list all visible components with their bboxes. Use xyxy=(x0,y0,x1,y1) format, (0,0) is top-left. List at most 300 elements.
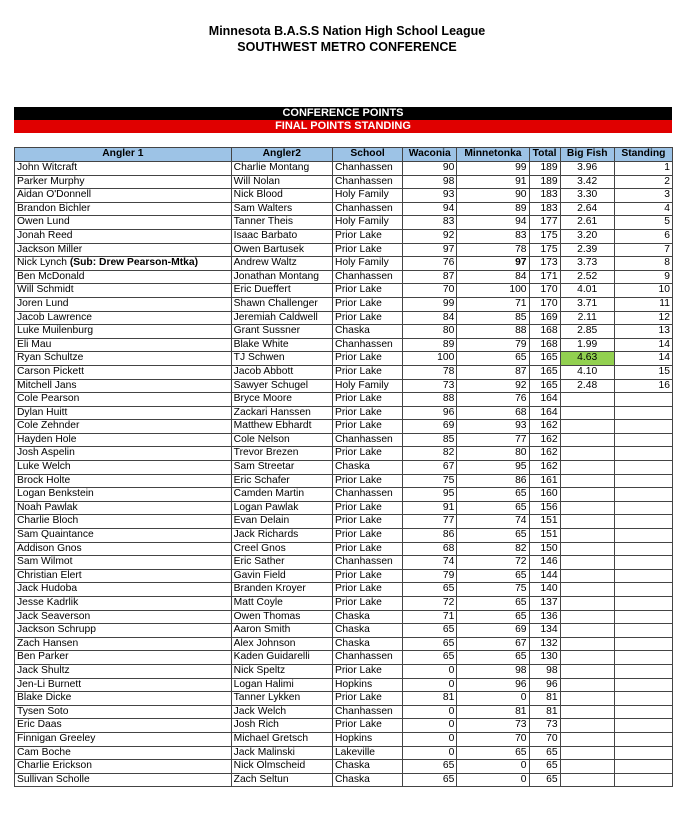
minnetonka-cell: 98 xyxy=(457,664,529,678)
header-row xyxy=(15,148,673,162)
angler1-cell: Jackson Schrupp xyxy=(15,624,232,638)
minnetonka-cell: 83 xyxy=(457,229,529,243)
school-cell: Prior Lake xyxy=(332,352,402,366)
big-fish-cell: 2.48 xyxy=(560,379,614,393)
school-cell: Prior Lake xyxy=(332,229,402,243)
total-cell: 73 xyxy=(529,719,560,733)
standing-cell xyxy=(614,624,672,638)
angler1-cell: Charlie Erickson xyxy=(15,760,232,774)
big-fish-cell: 3.96 xyxy=(560,162,614,176)
angler2-cell: Owen Bartusek xyxy=(231,243,332,257)
table-row xyxy=(15,664,673,678)
minnetonka-cell: 74 xyxy=(457,515,529,529)
angler1-cell: Josh Aspelin xyxy=(15,447,232,461)
big-fish-cell xyxy=(560,719,614,733)
total-cell: 162 xyxy=(529,433,560,447)
table-row xyxy=(15,569,673,583)
angler2-cell: Kaden Guidarelli xyxy=(231,651,332,665)
school-cell: Lakeville xyxy=(332,746,402,760)
table-row xyxy=(15,773,673,787)
standing-cell xyxy=(614,610,672,624)
table-row xyxy=(15,297,673,311)
angler1-cell: Will Schmidt xyxy=(15,284,232,298)
total-cell: 169 xyxy=(529,311,560,325)
standing-cell xyxy=(614,705,672,719)
angler1-cell: Ben Parker xyxy=(15,651,232,665)
big-fish-cell xyxy=(560,569,614,583)
standing-cell xyxy=(614,773,672,787)
angler1-cell: Mitchell Jans xyxy=(15,379,232,393)
angler1-cell: John Witcraft xyxy=(15,162,232,176)
angler2-cell: Matthew Ebhardt xyxy=(231,420,332,434)
standing-cell xyxy=(614,433,672,447)
minnetonka-cell: 73 xyxy=(457,719,529,733)
total-cell: 175 xyxy=(529,229,560,243)
angler1-cell: Tysen Soto xyxy=(15,705,232,719)
waconia-cell: 68 xyxy=(403,542,457,556)
total-cell: 134 xyxy=(529,624,560,638)
standing-cell xyxy=(614,556,672,570)
school-cell: Prior Lake xyxy=(332,664,402,678)
angler2-cell: Creel Gnos xyxy=(231,542,332,556)
table-row xyxy=(15,162,673,176)
school-cell: Chaska xyxy=(332,773,402,787)
minnetonka-cell: 88 xyxy=(457,325,529,339)
waconia-cell: 77 xyxy=(403,515,457,529)
waconia-cell: 83 xyxy=(403,216,457,230)
big-fish-cell: 3.71 xyxy=(560,297,614,311)
waconia-cell: 71 xyxy=(403,610,457,624)
table-row xyxy=(15,189,673,203)
standing-cell: 15 xyxy=(614,365,672,379)
standing-cell xyxy=(614,515,672,529)
angler1-cell: Brandon Bichler xyxy=(15,202,232,216)
minnetonka-cell: 65 xyxy=(457,501,529,515)
school-cell: Prior Lake xyxy=(332,365,402,379)
waconia-cell: 100 xyxy=(403,352,457,366)
angler2-cell: Sam Walters xyxy=(231,202,332,216)
big-fish-cell xyxy=(560,542,614,556)
school-cell: Chaska xyxy=(332,637,402,651)
page-title: Minnesota B.A.S.S Nation High School League xyxy=(208,24,486,38)
conference-subtitle: SOUTHWEST METRO CONFERENCE xyxy=(237,40,457,54)
school-cell: Chaska xyxy=(332,624,402,638)
big-fish-cell xyxy=(560,433,614,447)
angler2-cell: Jeremiah Caldwell xyxy=(231,311,332,325)
minnetonka-cell: 65 xyxy=(457,529,529,543)
minnetonka-cell: 69 xyxy=(457,624,529,638)
angler2-cell: Eric Schafer xyxy=(231,474,332,488)
minnetonka-cell: 91 xyxy=(457,175,529,189)
angler2-cell: Josh Rich xyxy=(231,719,332,733)
table-row xyxy=(15,529,673,543)
standing-cell xyxy=(614,746,672,760)
angler1-cell: Noah Pawlak xyxy=(15,501,232,515)
waconia-cell: 87 xyxy=(403,270,457,284)
angler1-cell: Blake Dicke xyxy=(15,692,232,706)
minnetonka-cell: 97 xyxy=(457,257,529,271)
total-cell: 162 xyxy=(529,447,560,461)
waconia-cell: 65 xyxy=(403,583,457,597)
school-cell: Prior Lake xyxy=(332,719,402,733)
standing-cell: 7 xyxy=(614,243,672,257)
total-cell: 132 xyxy=(529,637,560,651)
minnetonka-cell: 71 xyxy=(457,297,529,311)
waconia-cell: 90 xyxy=(403,162,457,176)
substitute-note: (Sub: Drew Pearson-Mtka) xyxy=(69,257,199,269)
angler2-cell: Jack Welch xyxy=(231,705,332,719)
total-cell: 98 xyxy=(529,664,560,678)
waconia-cell: 94 xyxy=(403,202,457,216)
waconia-cell: 67 xyxy=(403,461,457,475)
total-cell: 140 xyxy=(529,583,560,597)
angler1-cell: Cam Boche xyxy=(15,746,232,760)
table-row xyxy=(15,474,673,488)
angler1-cell: Hayden Hole xyxy=(15,433,232,447)
school-cell: Prior Lake xyxy=(332,569,402,583)
school-cell: Holy Family xyxy=(332,216,402,230)
angler2-cell: Tanner Lykken xyxy=(231,692,332,706)
final-standing-banner: FINAL POINTS STANDING xyxy=(14,120,672,133)
table-row xyxy=(15,270,673,284)
big-fish-cell: 2.11 xyxy=(560,311,614,325)
total-cell: 175 xyxy=(529,243,560,257)
angler2-cell: Bryce Moore xyxy=(231,393,332,407)
table-row xyxy=(15,732,673,746)
angler1-cell: Charlie Bloch xyxy=(15,515,232,529)
table-row xyxy=(15,719,673,733)
waconia-cell: 85 xyxy=(403,433,457,447)
standing-cell xyxy=(614,664,672,678)
school-cell: Prior Lake xyxy=(332,297,402,311)
angler2-cell: TJ Schwen xyxy=(231,352,332,366)
big-fish-cell: 2.61 xyxy=(560,216,614,230)
angler2-cell: Jacob Abbott xyxy=(231,365,332,379)
minnetonka-cell: 65 xyxy=(457,746,529,760)
minnetonka-cell: 95 xyxy=(457,461,529,475)
minnetonka-cell: 77 xyxy=(457,433,529,447)
minnetonka-cell: 0 xyxy=(457,760,529,774)
standing-cell xyxy=(614,732,672,746)
table-row xyxy=(15,338,673,352)
table-row xyxy=(15,461,673,475)
waconia-cell: 97 xyxy=(403,243,457,257)
col-header-big-fish: Big Fish xyxy=(560,148,614,162)
waconia-cell: 78 xyxy=(403,365,457,379)
standing-cell xyxy=(614,760,672,774)
angler1-cell: Jack Hudoba xyxy=(15,583,232,597)
angler2-cell: Gavin Field xyxy=(231,569,332,583)
standing-cell: 5 xyxy=(614,216,672,230)
school-cell: Prior Lake xyxy=(332,284,402,298)
waconia-cell: 99 xyxy=(403,297,457,311)
school-cell: Prior Lake xyxy=(332,243,402,257)
big-fish-cell xyxy=(560,678,614,692)
big-fish-cell xyxy=(560,773,614,787)
table-row xyxy=(15,610,673,624)
standing-cell: 6 xyxy=(614,229,672,243)
angler2-cell: Jack Richards xyxy=(231,529,332,543)
big-fish-cell: 3.73 xyxy=(560,257,614,271)
table-row xyxy=(15,311,673,325)
standing-cell xyxy=(614,597,672,611)
standing-cell xyxy=(614,406,672,420)
waconia-cell: 96 xyxy=(403,406,457,420)
big-fish-cell xyxy=(560,583,614,597)
angler2-cell: Cole Nelson xyxy=(231,433,332,447)
standings-table xyxy=(14,147,673,787)
minnetonka-cell: 90 xyxy=(457,189,529,203)
standing-cell: 12 xyxy=(614,311,672,325)
minnetonka-cell: 81 xyxy=(457,705,529,719)
angler1-cell: Jesse Kadrlik xyxy=(15,597,232,611)
table-row xyxy=(15,257,673,271)
angler2-cell: Owen Thomas xyxy=(231,610,332,624)
angler1-cell: Jonah Reed xyxy=(15,229,232,243)
table-row xyxy=(15,597,673,611)
angler2-cell: Alex Johnson xyxy=(231,637,332,651)
school-cell: Prior Lake xyxy=(332,393,402,407)
total-cell: 65 xyxy=(529,746,560,760)
angler1-cell: Luke Welch xyxy=(15,461,232,475)
total-cell: 189 xyxy=(529,162,560,176)
angler2-cell: Logan Pawlak xyxy=(231,501,332,515)
angler1-cell: Sam Quaintance xyxy=(15,529,232,543)
angler2-cell: Trevor Brezen xyxy=(231,447,332,461)
col-header-standing: Standing xyxy=(614,148,672,162)
school-cell: Chaska xyxy=(332,610,402,624)
angler1-cell: Carson Pickett xyxy=(15,365,232,379)
angler1-cell: Ryan Schultze xyxy=(15,352,232,366)
school-cell: Chanhassen xyxy=(332,556,402,570)
total-cell: 177 xyxy=(529,216,560,230)
waconia-cell: 93 xyxy=(403,189,457,203)
minnetonka-cell: 70 xyxy=(457,732,529,746)
angler2-cell: Zach Seltun xyxy=(231,773,332,787)
table-row xyxy=(15,692,673,706)
waconia-cell: 80 xyxy=(403,325,457,339)
school-cell: Chanhassen xyxy=(332,175,402,189)
minnetonka-cell: 99 xyxy=(457,162,529,176)
minnetonka-cell: 92 xyxy=(457,379,529,393)
total-cell: 170 xyxy=(529,297,560,311)
standing-cell: 2 xyxy=(614,175,672,189)
total-cell: 150 xyxy=(529,542,560,556)
col-header-angler2: Angler2 xyxy=(231,148,332,162)
angler2-cell: Tanner Theis xyxy=(231,216,332,230)
big-fish-cell: 2.85 xyxy=(560,325,614,339)
school-cell: Prior Lake xyxy=(332,474,402,488)
total-cell: 164 xyxy=(529,393,560,407)
angler2-cell: Jonathan Montang xyxy=(231,270,332,284)
table-row xyxy=(15,216,673,230)
angler2-cell: Blake White xyxy=(231,338,332,352)
school-cell: Prior Lake xyxy=(332,583,402,597)
standing-cell xyxy=(614,583,672,597)
standing-cell xyxy=(614,420,672,434)
standing-cell xyxy=(614,488,672,502)
waconia-cell: 92 xyxy=(403,229,457,243)
angler1-cell: Cole Zehnder xyxy=(15,420,232,434)
total-cell: 81 xyxy=(529,692,560,706)
standing-cell: 14 xyxy=(614,352,672,366)
table-row xyxy=(15,651,673,665)
total-cell: 160 xyxy=(529,488,560,502)
angler1-cell: Jack Seaverson xyxy=(15,610,232,624)
school-cell: Hopkins xyxy=(332,678,402,692)
angler1-cell: Joren Lund xyxy=(15,297,232,311)
big-fish-cell xyxy=(560,610,614,624)
minnetonka-cell: 82 xyxy=(457,542,529,556)
minnetonka-cell: 84 xyxy=(457,270,529,284)
school-cell: Prior Lake xyxy=(332,529,402,543)
angler1-cell: Parker Murphy xyxy=(15,175,232,189)
waconia-cell: 88 xyxy=(403,393,457,407)
waconia-cell: 65 xyxy=(403,773,457,787)
angler1-cell: Eric Daas xyxy=(15,719,232,733)
big-fish-cell: 3.30 xyxy=(560,189,614,203)
total-cell: 183 xyxy=(529,189,560,203)
total-cell: 65 xyxy=(529,773,560,787)
angler2-cell: Eric Sather xyxy=(231,556,332,570)
angler2-cell: Sawyer Schugel xyxy=(231,379,332,393)
standing-cell xyxy=(614,678,672,692)
big-fish-cell xyxy=(560,597,614,611)
angler1-cell: Finnigan Greeley xyxy=(15,732,232,746)
big-fish-cell: 3.20 xyxy=(560,229,614,243)
school-cell: Chanhassen xyxy=(332,433,402,447)
minnetonka-cell: 65 xyxy=(457,569,529,583)
table-row xyxy=(15,705,673,719)
total-cell: 168 xyxy=(529,325,560,339)
table-row xyxy=(15,556,673,570)
big-fish-cell xyxy=(560,393,614,407)
col-header-total: Total xyxy=(529,148,560,162)
school-cell: Chaska xyxy=(332,325,402,339)
school-cell: Chanhassen xyxy=(332,338,402,352)
standing-cell: 4 xyxy=(614,202,672,216)
total-cell: 165 xyxy=(529,365,560,379)
minnetonka-cell: 65 xyxy=(457,488,529,502)
total-cell: 156 xyxy=(529,501,560,515)
standing-cell xyxy=(614,461,672,475)
total-cell: 162 xyxy=(529,461,560,475)
angler1-cell: Jen-Li Burnett xyxy=(15,678,232,692)
total-cell: 165 xyxy=(529,379,560,393)
minnetonka-cell: 93 xyxy=(457,420,529,434)
waconia-cell: 98 xyxy=(403,175,457,189)
minnetonka-cell: 68 xyxy=(457,406,529,420)
angler2-cell: Will Nolan xyxy=(231,175,332,189)
angler1-cell: Jack Shultz xyxy=(15,664,232,678)
angler2-cell: Andrew Waltz xyxy=(231,257,332,271)
angler1-cell: Nick Lynch (Sub: Drew Pearson-Mtka) xyxy=(15,257,232,271)
total-cell: 165 xyxy=(529,352,560,366)
angler2-cell: Isaac Barbato xyxy=(231,229,332,243)
waconia-cell: 0 xyxy=(403,732,457,746)
total-cell: 96 xyxy=(529,678,560,692)
angler1-cell: Aidan O'Donnell xyxy=(15,189,232,203)
school-cell: Chanhassen xyxy=(332,705,402,719)
waconia-cell: 95 xyxy=(403,488,457,502)
waconia-cell: 0 xyxy=(403,746,457,760)
minnetonka-cell: 89 xyxy=(457,202,529,216)
minnetonka-cell: 65 xyxy=(457,597,529,611)
waconia-cell: 76 xyxy=(403,257,457,271)
total-cell: 183 xyxy=(529,202,560,216)
angler2-cell: Nick Speltz xyxy=(231,664,332,678)
table-row xyxy=(15,746,673,760)
waconia-cell: 0 xyxy=(403,705,457,719)
angler2-cell: Nick Blood xyxy=(231,189,332,203)
waconia-cell: 81 xyxy=(403,692,457,706)
col-header-waconia: Waconia xyxy=(403,148,457,162)
big-fish-cell xyxy=(560,515,614,529)
school-cell: Chaska xyxy=(332,760,402,774)
col-header-minnetonka: Minnetonka xyxy=(457,148,529,162)
minnetonka-cell: 65 xyxy=(457,610,529,624)
standing-cell: 16 xyxy=(614,379,672,393)
standing-cell xyxy=(614,651,672,665)
angler2-cell: Nick Olmscheid xyxy=(231,760,332,774)
table-row xyxy=(15,406,673,420)
total-cell: 137 xyxy=(529,597,560,611)
school-cell: Hopkins xyxy=(332,732,402,746)
school-cell: Holy Family xyxy=(332,257,402,271)
waconia-cell: 0 xyxy=(403,719,457,733)
total-cell: 146 xyxy=(529,556,560,570)
angler1-cell: Jackson Miller xyxy=(15,243,232,257)
school-cell: Holy Family xyxy=(332,379,402,393)
table-row xyxy=(15,678,673,692)
angler1-cell: Christian Elert xyxy=(15,569,232,583)
angler2-cell: Charlie Montang xyxy=(231,162,332,176)
angler2-cell: Evan Delain xyxy=(231,515,332,529)
standing-cell xyxy=(614,637,672,651)
waconia-cell: 89 xyxy=(403,338,457,352)
angler1-cell: Zach Hansen xyxy=(15,637,232,651)
table-row xyxy=(15,515,673,529)
big-fish-cell: 4.01 xyxy=(560,284,614,298)
school-cell: Holy Family xyxy=(332,189,402,203)
standing-cell xyxy=(614,501,672,515)
school-cell: Prior Lake xyxy=(332,406,402,420)
standing-cell: 8 xyxy=(614,257,672,271)
school-cell: Chanhassen xyxy=(332,162,402,176)
school-cell: Prior Lake xyxy=(332,542,402,556)
angler2-cell: Sam Streetar xyxy=(231,461,332,475)
table-row xyxy=(15,624,673,638)
minnetonka-cell: 67 xyxy=(457,637,529,651)
total-cell: 81 xyxy=(529,705,560,719)
minnetonka-cell: 0 xyxy=(457,692,529,706)
school-cell: Chanhassen xyxy=(332,270,402,284)
big-fish-cell: 2.64 xyxy=(560,202,614,216)
table-row xyxy=(15,542,673,556)
waconia-cell: 82 xyxy=(403,447,457,461)
standing-cell xyxy=(614,692,672,706)
angler2-cell: Jack Malinski xyxy=(231,746,332,760)
standing-cell xyxy=(614,447,672,461)
waconia-cell: 65 xyxy=(403,637,457,651)
minnetonka-cell: 100 xyxy=(457,284,529,298)
waconia-cell: 69 xyxy=(403,420,457,434)
total-cell: 168 xyxy=(529,338,560,352)
minnetonka-cell: 76 xyxy=(457,393,529,407)
big-fish-cell xyxy=(560,637,614,651)
big-fish-cell: 4.63 xyxy=(560,352,614,366)
table-row xyxy=(15,488,673,502)
